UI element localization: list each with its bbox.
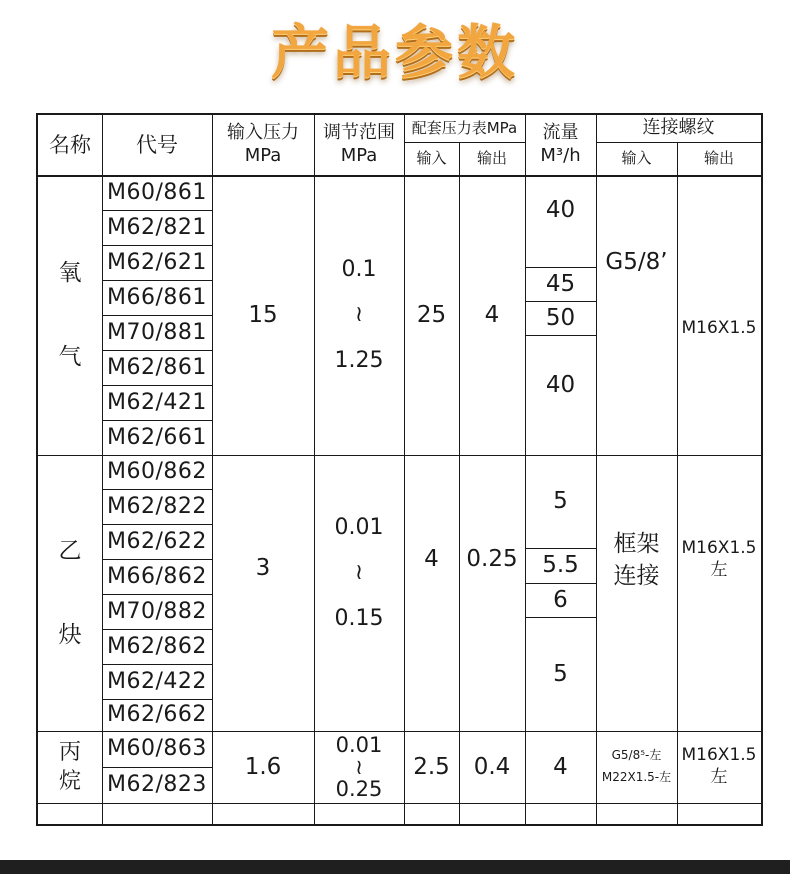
acetylene-input-pressure: 3 (255, 554, 271, 581)
header-gauge-out: 输出 (476, 148, 507, 167)
parameter-table (36, 113, 763, 826)
range-separator: ≀ (354, 302, 364, 328)
header-name: 名称 (49, 132, 91, 157)
range-high: 0.15 (334, 605, 384, 631)
oxygen-input-pressure: 15 (248, 301, 278, 328)
header-adjust-range-label: 调节范围 (323, 122, 395, 144)
header-input-pressure-label: 输入压力 (227, 122, 299, 144)
range-separator: ≀ (355, 754, 363, 779)
acetylene-flow: 5 (553, 488, 568, 515)
header-code: 代号 (136, 132, 178, 157)
model-cell: M62/822 (107, 493, 207, 519)
model-cell: M70/882 (107, 598, 207, 624)
oxygen-flow: 45 (545, 270, 576, 297)
header-flow-label: 流量 (542, 122, 579, 144)
model-cell: M70/881 (107, 319, 207, 345)
header-input-pressure-unit: MPa (244, 145, 282, 166)
model-cell: M62/621 (107, 249, 207, 275)
range-low: 0.1 (341, 257, 377, 283)
propane-name-char: 丙 (58, 739, 81, 765)
header-adjust-range-unit: MPa (340, 145, 378, 166)
model-cell: M62/662 (107, 702, 207, 728)
propane-gauge-out: 0.4 (473, 753, 511, 780)
model-cell: M60/861 (107, 179, 207, 205)
oxygen-thread-in: G5/8’ (605, 248, 668, 275)
oxygen-flow: 40 (545, 371, 576, 398)
model-cell: M62/421 (107, 389, 207, 415)
oxygen-gauge-in: 25 (416, 301, 447, 328)
propane-name-char: 烷 (58, 769, 81, 794)
propane-gauge-in: 2.5 (413, 753, 450, 780)
range-high: 1.25 (334, 347, 384, 373)
thread-in-line: 框架 (613, 530, 660, 557)
thread-in-line: 连接 (613, 563, 660, 589)
acetylene-flow: 5 (553, 660, 568, 687)
model-cell: M62/823 (107, 772, 207, 798)
model-cell: M62/821 (107, 214, 207, 240)
acetylene-gauge-in: 4 (424, 545, 439, 572)
acetylene-name-char: 乙 (58, 537, 82, 564)
acetylene-flow: 5.5 (542, 552, 579, 579)
oxygen-name-char: 氧 (58, 259, 82, 286)
propane-flow: 4 (553, 753, 568, 780)
header-input-pressure (212, 115, 314, 175)
thread-in-line: M22X1.5-左 (601, 770, 672, 784)
range-high: 0.25 (335, 777, 383, 802)
oxygen-flow: 40 (545, 196, 576, 223)
oxygen-name-char: 气 (58, 344, 82, 370)
header-thread-in: 输入 (621, 148, 652, 167)
propane-adjust-range (314, 731, 404, 803)
oxygen-name (38, 175, 102, 455)
model-cell: M60/863 (107, 736, 207, 762)
acetylene-name (38, 455, 102, 731)
acetylene-thread-out (677, 455, 761, 665)
header-gauge-in: 输入 (416, 148, 447, 167)
header-gauge: 配套压力表MPa (411, 118, 518, 137)
model-cell: M66/862 (107, 563, 207, 589)
range-low: 0.01 (334, 515, 384, 541)
thread-out-line: 左 (710, 560, 728, 580)
acetylene-flow: 6 (553, 586, 568, 613)
acetylene-name-char: 炔 (58, 622, 82, 648)
oxygen-adjust-range (314, 175, 404, 455)
acetylene-gauge-out: 0.25 (466, 545, 518, 572)
acetylene-thread-in (596, 455, 677, 665)
header-adjust-range (314, 115, 404, 175)
thread-out-line: M16X1.5 (681, 745, 757, 766)
acetylene-adjust-range (314, 455, 404, 691)
thread-out-line: 左 (710, 767, 728, 787)
propane-name (38, 731, 102, 803)
propane-thread-out (677, 731, 761, 803)
header-flow-unit: M³/h (540, 145, 581, 166)
model-cell: M62/661 (107, 424, 207, 450)
oxygen-gauge-out: 4 (484, 301, 500, 328)
thread-in-line: G5/8⁵-左 (611, 748, 662, 763)
model-cell: M62/861 (107, 354, 207, 380)
oxygen-thread-out: M16X1.5 (681, 318, 757, 339)
bottom-bar (0, 860, 790, 874)
range-separator: ≀ (354, 560, 364, 586)
propane-input-pressure: 1.6 (244, 753, 282, 780)
header-thread: 连接螺纹 (642, 117, 715, 139)
propane-thread-in (596, 731, 677, 803)
model-cell: M60/862 (107, 459, 207, 485)
model-cell: M62/422 (107, 668, 207, 694)
model-cell: M66/861 (107, 284, 207, 310)
model-cell: M62/622 (107, 528, 207, 554)
range-low: 0.01 (335, 732, 383, 757)
header-flow (525, 115, 596, 175)
header-thread-out: 输出 (703, 148, 734, 167)
page-title: 产品参数 (270, 18, 519, 86)
model-cell: M62/862 (107, 633, 207, 659)
thread-out-line: M16X1.5 (681, 538, 757, 559)
oxygen-flow: 50 (545, 304, 576, 331)
